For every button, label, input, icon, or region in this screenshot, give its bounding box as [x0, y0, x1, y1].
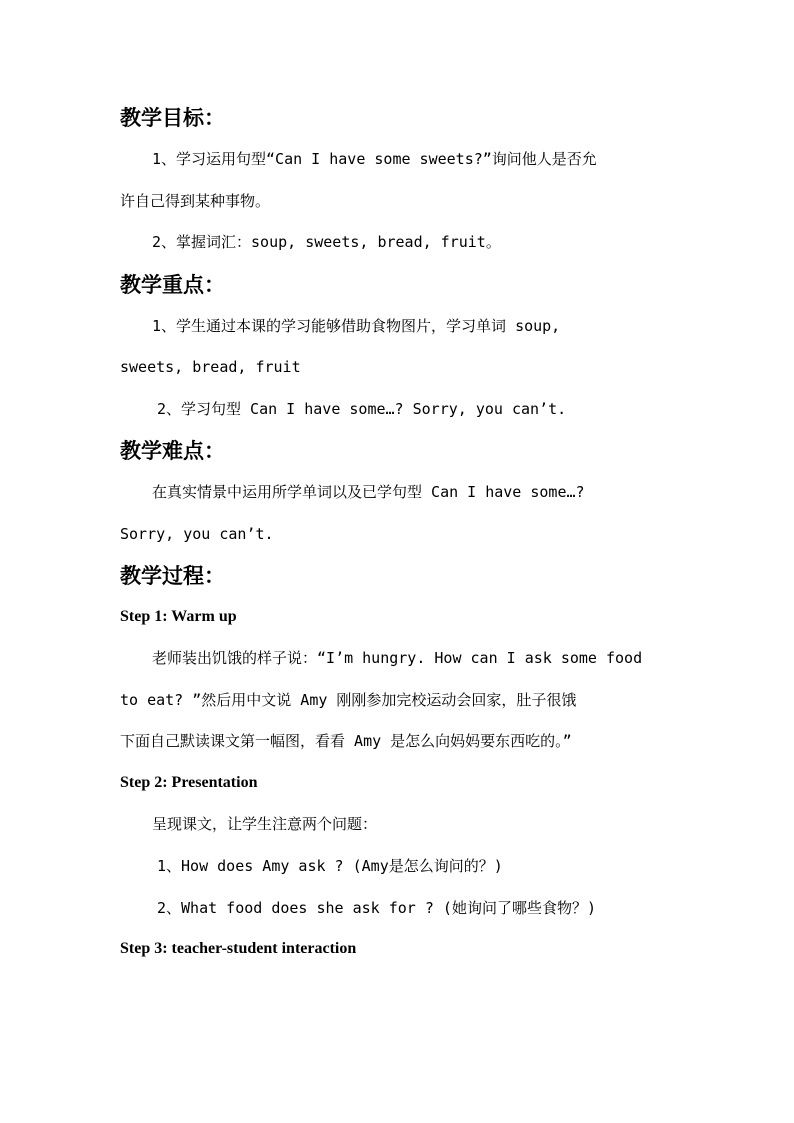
key-point-item-1-line-1: 1、学生通过本课的学习能够借助食物图片，学习单词 soup, — [152, 317, 561, 335]
step-1-line-3: 下面自己默读课文第一幅图，看看 Amy 是怎么向妈妈要东西吃的。” — [120, 732, 572, 750]
process-heading: 教学过程： — [120, 564, 225, 588]
objective-item-1-line-1: 1、学习运用句型“Can I have some sweets?”询问他人是否允 — [152, 150, 597, 168]
difficulties-line-1: 在真实情景中运用所学单词以及已学句型 Can I have some…? — [152, 483, 585, 501]
key-points-heading: 教学重点： — [120, 273, 225, 297]
step-3-title: Step 3: teacher-student interaction — [120, 940, 357, 957]
step-2-question-1: 1、How does Amy ask ? (Amy是怎么询问的？) — [157, 857, 503, 875]
key-point-item-2: 2、学习句型 Can I have some…? Sorry, you can’t. — [157, 400, 567, 418]
step-2-intro: 呈现课文，让学生注意两个问题： — [152, 815, 378, 833]
objectives-heading: 教学目标： — [120, 106, 225, 130]
objective-item-2: 2、掌握词汇：soup, sweets, bread, fruit。 — [152, 233, 501, 251]
step-2-title: Step 2: Presentation — [120, 774, 258, 791]
step-1-line-2: to eat? ”然后用中文说 Amy 刚刚参加完校运动会回家，肚子很饿 — [120, 691, 577, 709]
step-1-title: Step 1: Warm up — [120, 608, 237, 625]
step-2-question-2: 2、What food does she ask for ? (她询问了哪些食物？) — [157, 899, 596, 917]
key-point-item-1-line-2: sweets, bread, fruit — [120, 358, 301, 376]
difficulties-line-2: Sorry, you can’t. — [120, 525, 274, 543]
difficulties-heading: 教学难点： — [120, 439, 225, 463]
objective-item-1-line-2: 许自己得到某种事物。 — [120, 192, 271, 210]
step-1-line-1: 老师装出饥饿的样子说：“I’m hungry. How can I ask some food — [152, 649, 643, 667]
